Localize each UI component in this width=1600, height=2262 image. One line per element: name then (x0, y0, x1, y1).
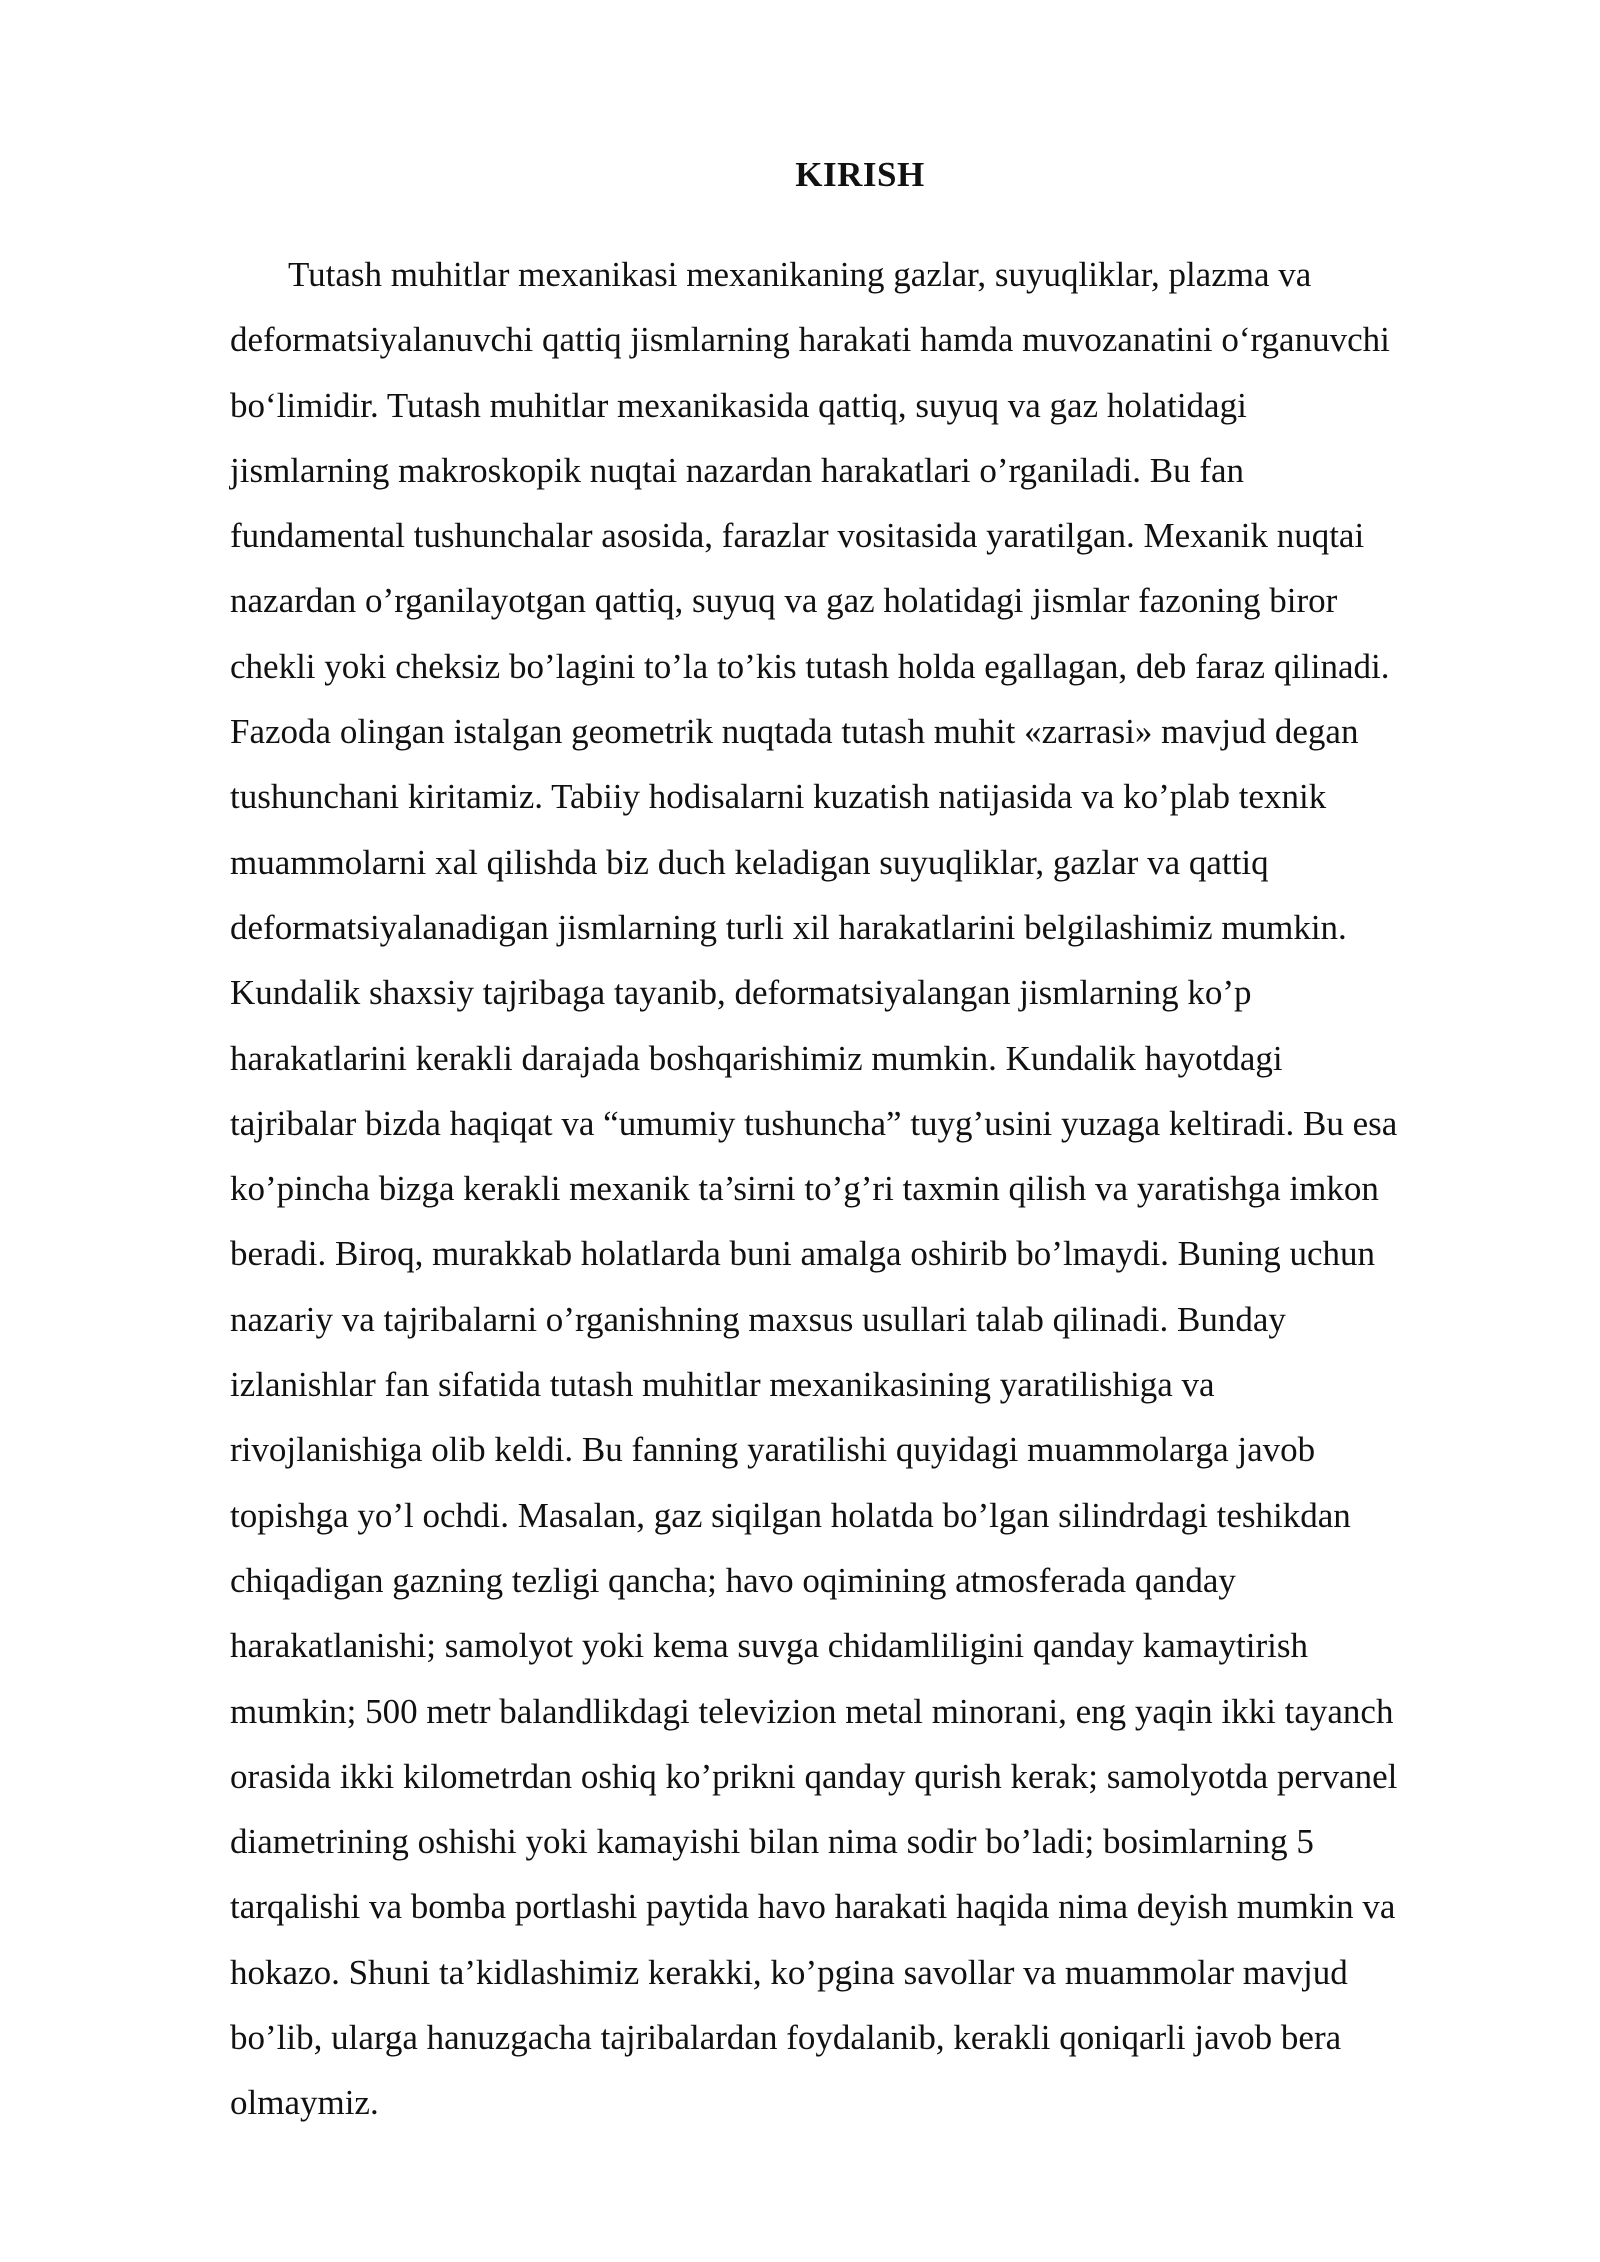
paragraph-line: Kundalik shaxsiy tajribaga tayanib, deformatsiyalangan jismlarning ko’p (230, 973, 1252, 1013)
page-title: KIRISH (795, 155, 925, 194)
body-paragraph (230, 242, 1560, 2136)
paragraph-line: bo‘limidir. Tutash muhitlar mexanikasida qattiq, suyuq va gaz holatidagi (230, 385, 1247, 425)
paragraph-line: olmaymiz. (230, 2083, 379, 2123)
paragraph-line: tarqalishi va bomba portlashi paytida havo harakati haqida nima deyish mumkin va (230, 1887, 1396, 1927)
paragraph-line: ko’pincha bizga kerakli mexanik ta’sirni to’g’ri taxmin qilish va yaratishga imkon (230, 1169, 1379, 1209)
paragraph-line: topishga yo’l ochdi. Masalan, gaz siqilgan holatda bo’lgan silindrdagi teshikdan (230, 1495, 1351, 1535)
paragraph-line: bo’lib, ularga hanuzgacha tajribalardan foydalanib, kerakli qoniqarli javob bera (230, 2018, 1342, 2058)
paragraph-line: chekli yoki cheksiz bo’lagini to’la to’kis tutash holda egallagan, deb faraz qilinadi. (230, 646, 1390, 686)
paragraph-line: nazardan o’rganilayotgan qattiq, suyuq va gaz holatidagi jismlar fazoning biror (230, 581, 1338, 621)
paragraph-line: orasida ikki kilometrdan oshiq ko’prikni qanday qurish kerak; samolyotda pervanel (230, 1756, 1398, 1796)
paragraph-line: deformatsiyalanadigan jismlarning turli xil harakatlarini belgilashimiz mumkin. (230, 907, 1347, 947)
paragraph-line: harakatlanishi; samolyot yoki kema suvga chidamliligini qanday kamaytirish (230, 1626, 1308, 1666)
paragraph-line: Tutash muhitlar mexanikasi mexanikaning gazlar, suyuqliklar, plazma va (288, 255, 1312, 294)
paragraph-line: beradi. Biroq, murakkab holatlarda buni amalga oshirib bo’lmaydi. Buning uchun (230, 1234, 1376, 1274)
paragraph-line: rivojlanishiga olib keldi. Bu fanning yaratilishi quyidagi muammolarga javob (230, 1430, 1316, 1470)
paragraph-line: diametrining oshishi yoki kamayishi bilan nima sodir bo’ladi; bosimlarning 5 (230, 1822, 1314, 1862)
paragraph-line: fundamental tushunchalar asosida, farazlar vositasida yaratilgan. Mexanik nuqtai (230, 516, 1365, 556)
paragraph-line: jismlarning makroskopik nuqtai nazardan harakatlari o’rganiladi. Bu fan (230, 450, 1245, 490)
paragraph-line: chiqadigan gazning tezligi qancha; havo oqimining atmosferada qanday (230, 1560, 1236, 1600)
paragraph-line: hokazo. Shuni ta’kidlashimiz kerakki, ko’pgina savollar va muammolar mavjud (230, 1952, 1348, 1992)
paragraph-line: Fazoda olingan istalgan geometrik nuqtada tutash muhit «zarrasi» mavjud degan (230, 712, 1359, 752)
paragraph-line: muammolarni xal qilishda biz duch keladigan suyuqliklar, gazlar va qattiq (230, 842, 1269, 882)
paragraph-line: harakatlarini kerakli darajada boshqarishimiz mumkin. Kundalik hayotdagi (230, 1038, 1283, 1078)
paragraph-line: tushunchani kiritamiz. Tabiiy hodisalarni kuzatish natijasida va ko’plab texnik (230, 777, 1327, 817)
paragraph-line: deformatsiyalanuvchi qattiq jismlarning harakati hamda muvozanatini o‘rganuvchi (230, 320, 1390, 360)
paragraph-line: mumkin; 500 metr balandlikdagi televizion metal minorani, eng yaqin ikki tayanch (230, 1691, 1394, 1731)
paragraph-line: tajribalar bizda haqiqat va “umumiy tushuncha” tuyg’usini yuzaga keltiradi. Bu esa (230, 1103, 1398, 1143)
paragraph-line: izlanishlar fan sifatida tutash muhitlar mexanikasining yaratilishiga va (230, 1365, 1215, 1405)
paragraph-line: nazariy va tajribalarni o’rganishning maxsus usullari talab qilinadi. Bunday (230, 1299, 1286, 1339)
